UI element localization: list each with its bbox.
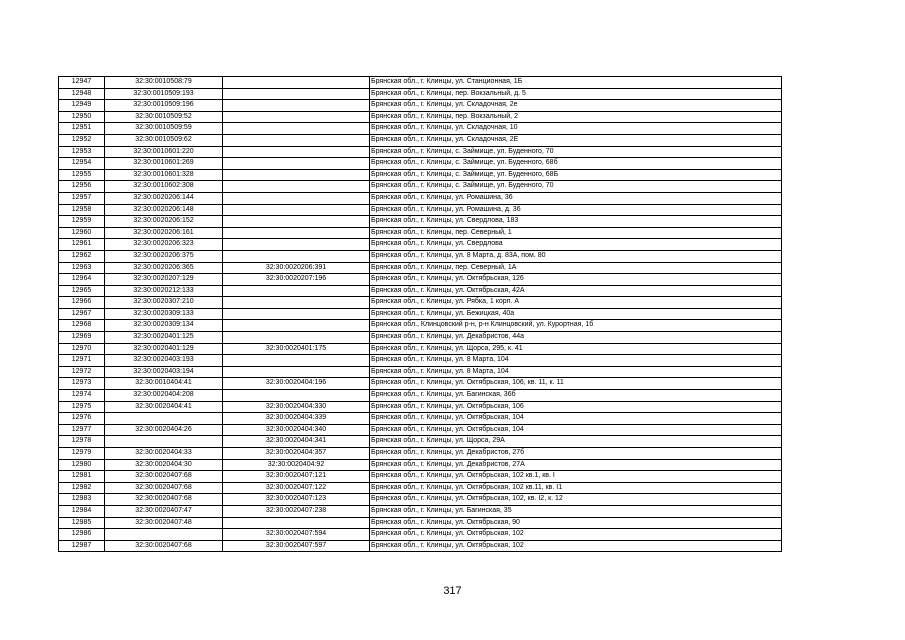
table-row <box>59 320 782 332</box>
record-number-cell: 12984 <box>59 505 105 517</box>
address-cell: Брянская обл., г. Клинцы, ул. Октябрьская, 102, кв. I2, к. 12 <box>370 494 782 506</box>
address-cell: Брянская обл., г. Клинцы, ул. Октябрьская, 42А <box>370 285 782 297</box>
linked-cadastral-number-cell <box>223 169 370 181</box>
address-cell: Брянская обл., г. Клинцы, ул. Октябрьская, 102 <box>370 540 782 552</box>
table-row <box>59 505 782 517</box>
linked-cadastral-number-cell <box>223 320 370 332</box>
cadastral-number-cell: 32:30:0020403:194 <box>105 366 223 378</box>
record-number-cell: 12975 <box>59 401 105 413</box>
record-number-cell: 12965 <box>59 285 105 297</box>
address-cell: Брянская обл., г. Клинцы, ул. Октябрьская, 90 <box>370 517 782 529</box>
linked-cadastral-number-cell: 32:30:0020407:121 <box>223 471 370 483</box>
address-cell: Брянская обл., г. Клинцы, ул. Декабристов, 27А <box>370 459 782 471</box>
linked-cadastral-number-cell: 32:30:0020407:238 <box>223 505 370 517</box>
address-cell: Брянская обл., г. Клинцы, ул. Станционная, 1Б <box>370 77 782 89</box>
cadastral-number-cell: 32:30:0020401:129 <box>105 343 223 355</box>
record-number-cell: 12961 <box>59 239 105 251</box>
table-row <box>59 494 782 506</box>
linked-cadastral-number-cell: 32:30:0020404:340 <box>223 424 370 436</box>
record-number-cell: 12951 <box>59 123 105 135</box>
table-row <box>59 239 782 251</box>
linked-cadastral-number-cell <box>223 111 370 123</box>
address-cell: Брянская обл., г. Клинцы, ул. Щорса, 295, к. 41 <box>370 343 782 355</box>
address-cell: Брянская обл., г. Клинцы, ул. Октябрьская, 106 <box>370 401 782 413</box>
linked-cadastral-number-cell: 32:30:0020404:92 <box>223 459 370 471</box>
linked-cadastral-number-cell <box>223 100 370 112</box>
table-row <box>59 146 782 158</box>
linked-cadastral-number-cell <box>223 285 370 297</box>
record-number-cell: 12977 <box>59 424 105 436</box>
table-row <box>59 482 782 494</box>
record-number-cell: 12987 <box>59 540 105 552</box>
address-cell: Брянская обл., г. Клинцы, ул. Складочная, 10 <box>370 123 782 135</box>
record-number-cell: 12971 <box>59 355 105 367</box>
address-cell: Брянская обл., г. Клинцы, ул. Декабристов, 27б <box>370 448 782 460</box>
cadastral-number-cell: 32:30:0020206:365 <box>105 262 223 274</box>
table-row <box>59 134 782 146</box>
cadastral-number-cell: 32:30:0020404:208 <box>105 390 223 402</box>
cadastral-number-cell: 32:30:0020407:47 <box>105 505 223 517</box>
table-row <box>59 471 782 483</box>
cadastral-number-cell: 32:30:0020407:68 <box>105 540 223 552</box>
linked-cadastral-number-cell <box>223 146 370 158</box>
linked-cadastral-number-cell: 32:30:0020407:123 <box>223 494 370 506</box>
address-cell: Брянская обл., г. Клинцы, ул. Багинская, 36б <box>370 390 782 402</box>
address-cell: Брянская обл., г. Клинцы, ул. Складочная, 2Е <box>370 134 782 146</box>
cadastral-number-cell: 32:30:0010508:79 <box>105 77 223 89</box>
table-row <box>59 123 782 135</box>
cadastral-number-cell: 32:30:0020404:26 <box>105 424 223 436</box>
linked-cadastral-number-cell: 32:30:0020401:175 <box>223 343 370 355</box>
cadastral-number-cell: 32:30:0020206:152 <box>105 216 223 228</box>
address-cell: Брянская обл., г. Клинцы, ул. Свердлова, 183 <box>370 216 782 228</box>
record-number-cell: 12956 <box>59 181 105 193</box>
table-row <box>59 459 782 471</box>
cadastral-number-cell: 32:30:0020307:210 <box>105 297 223 309</box>
record-number-cell: 12985 <box>59 517 105 529</box>
address-cell: Брянская обл., г. Клинцы, ул. 8 Марта, 104 <box>370 366 782 378</box>
cadastral-number-cell: 32:30:0010509:59 <box>105 123 223 135</box>
linked-cadastral-number-cell <box>223 123 370 135</box>
address-cell: Брянская обл., г. Клинцы, ул. Бежицкая, 40а <box>370 308 782 320</box>
record-number-cell: 12963 <box>59 262 105 274</box>
table-row <box>59 517 782 529</box>
record-number-cell: 12986 <box>59 529 105 541</box>
address-cell: Брянская обл., г. Клинцы, с. Займище, ул. Буденного, 68Б <box>370 169 782 181</box>
cadastral-number-cell: 32:30:0010509:196 <box>105 100 223 112</box>
address-cell: Брянская обл., г. Клинцы, ул. Октябрьская, 126 <box>370 274 782 286</box>
address-cell: Брянская обл., г. Клинцы, с. Займище, ул. Буденного, 70 <box>370 181 782 193</box>
table-row <box>59 366 782 378</box>
linked-cadastral-number-cell <box>223 239 370 251</box>
cadastral-number-cell: 32:30:0020407:48 <box>105 517 223 529</box>
cadastral-number-cell: 32:30:0020407:68 <box>105 471 223 483</box>
table-row <box>59 227 782 239</box>
address-cell: Брянская обл., г. Клинцы, ул. Октябрьская, 102 <box>370 529 782 541</box>
table-row <box>59 111 782 123</box>
cadastral-number-cell: 32:30:0020207:129 <box>105 274 223 286</box>
cadastral-number-cell: 32:30:0020206:375 <box>105 250 223 262</box>
address-cell: Брянская обл., г. Клинцы, ул. Октябрьская, 104 <box>370 424 782 436</box>
record-number-cell: 12979 <box>59 448 105 460</box>
linked-cadastral-number-cell <box>223 366 370 378</box>
table-row <box>59 413 782 425</box>
record-number-cell: 12953 <box>59 146 105 158</box>
table-row <box>59 192 782 204</box>
record-number-cell: 12972 <box>59 366 105 378</box>
address-cell: Брянская обл., г. Клинцы, ул. Октябрьская, 102 кв.11, кв. I1 <box>370 482 782 494</box>
address-cell: Брянская обл., г. Клинцы, ул. Октябрьская, 106, кв. 11, к. 11 <box>370 378 782 390</box>
address-cell: Брянская обл., г. Клинцы, ул. Октябрьская, 104 <box>370 413 782 425</box>
table-row <box>59 158 782 170</box>
record-number-cell: 12955 <box>59 169 105 181</box>
linked-cadastral-number-cell <box>223 204 370 216</box>
table-row <box>59 88 782 100</box>
cadastral-number-cell <box>105 436 223 448</box>
record-number-cell: 12973 <box>59 378 105 390</box>
address-cell: Брянская обл., г. Клинцы, с. Займище, ул. Буденного, 70 <box>370 146 782 158</box>
address-cell: Брянская обл., г. Клинцы, ул. Рябка, 1 корп. А <box>370 297 782 309</box>
table-row <box>59 204 782 216</box>
cadastral-number-cell: 32:30:0020401:125 <box>105 332 223 344</box>
address-cell: Брянская обл., г. Клинцы, с. Займище, ул. Буденного, 68б <box>370 158 782 170</box>
cadastral-number-cell: 32:30:0020206:144 <box>105 192 223 204</box>
linked-cadastral-number-cell: 32:30:0020404:341 <box>223 436 370 448</box>
linked-cadastral-number-cell <box>223 181 370 193</box>
cadastral-number-cell: 32:30:0010601:220 <box>105 146 223 158</box>
linked-cadastral-number-cell <box>223 192 370 204</box>
record-number-cell: 12949 <box>59 100 105 112</box>
linked-cadastral-number-cell <box>223 250 370 262</box>
cadastral-number-cell: 32:30:0010509:193 <box>105 88 223 100</box>
table-row <box>59 378 782 390</box>
record-number-cell: 12980 <box>59 459 105 471</box>
record-number-cell: 12968 <box>59 320 105 332</box>
cadastral-number-cell: 32:30:0010404:41 <box>105 378 223 390</box>
linked-cadastral-number-cell <box>223 88 370 100</box>
table-row <box>59 390 782 402</box>
linked-cadastral-number-cell <box>223 332 370 344</box>
record-number-cell: 12959 <box>59 216 105 228</box>
linked-cadastral-number-cell <box>223 355 370 367</box>
table-row <box>59 285 782 297</box>
record-number-cell: 12974 <box>59 390 105 402</box>
address-cell: Брянская обл., г. Клинцы, ул. Складочная, 2е <box>370 100 782 112</box>
address-cell: Брянская обл., Клинцовский р-н, р-н Клинцовский, ул. Курортная, 1б <box>370 320 782 332</box>
table-row <box>59 308 782 320</box>
table-row <box>59 424 782 436</box>
record-number-cell: 12954 <box>59 158 105 170</box>
cadastral-number-cell <box>105 413 223 425</box>
table-row <box>59 448 782 460</box>
cadastral-number-cell: 32:30:0020206:161 <box>105 227 223 239</box>
address-cell: Брянская обл., г. Клинцы, пер. Вокзальный, д. 5 <box>370 88 782 100</box>
record-number-cell: 12983 <box>59 494 105 506</box>
linked-cadastral-number-cell <box>223 77 370 89</box>
record-number-cell: 12950 <box>59 111 105 123</box>
cadastral-number-cell: 32:30:0010602:308 <box>105 181 223 193</box>
linked-cadastral-number-cell <box>223 227 370 239</box>
table-row <box>59 540 782 552</box>
linked-cadastral-number-cell <box>223 297 370 309</box>
address-cell: Брянская обл., г. Клинцы, ул. Ромашина, д. 36 <box>370 204 782 216</box>
table-row <box>59 274 782 286</box>
record-number-cell: 12947 <box>59 77 105 89</box>
record-number-cell: 12969 <box>59 332 105 344</box>
cadastral-number-cell: 32:30:0010509:62 <box>105 134 223 146</box>
table-row <box>59 262 782 274</box>
record-number-cell: 12976 <box>59 413 105 425</box>
linked-cadastral-number-cell: 32:30:0020404:196 <box>223 378 370 390</box>
registry-table-body <box>59 77 782 552</box>
cadastral-number-cell: 32:30:0020404:33 <box>105 448 223 460</box>
cadastral-number-cell: 32:30:0020309:134 <box>105 320 223 332</box>
table-row <box>59 529 782 541</box>
address-cell: Брянская обл., г. Клинцы, ул. Декабристов, 44а <box>370 332 782 344</box>
linked-cadastral-number-cell: 32:30:0020207:196 <box>223 274 370 286</box>
cadastral-number-cell: 32:30:0010601:328 <box>105 169 223 181</box>
table-row <box>59 100 782 112</box>
cadastral-number-cell: 32:30:0010509:52 <box>105 111 223 123</box>
page-number: 317 <box>443 585 462 597</box>
table-row <box>59 250 782 262</box>
linked-cadastral-number-cell: 32:30:0020404:330 <box>223 401 370 413</box>
table-row <box>59 297 782 309</box>
record-number-cell: 12970 <box>59 343 105 355</box>
table-row <box>59 181 782 193</box>
linked-cadastral-number-cell: 32:30:0020404:357 <box>223 448 370 460</box>
cadastral-number-cell: 32:30:0020407:68 <box>105 494 223 506</box>
record-number-cell: 12982 <box>59 482 105 494</box>
address-cell: Брянская обл., г. Клинцы, ул. 8 Марта, д. 83А, пом. 80 <box>370 250 782 262</box>
linked-cadastral-number-cell <box>223 308 370 320</box>
table-row <box>59 355 782 367</box>
address-cell: Брянская обл., г. Клинцы, ул. Октябрьская, 102 кв.1, кв. I <box>370 471 782 483</box>
record-number-cell: 12981 <box>59 471 105 483</box>
linked-cadastral-number-cell <box>223 517 370 529</box>
cadastral-number-cell: 32:30:0020206:148 <box>105 204 223 216</box>
linked-cadastral-number-cell: 32:30:0020404:339 <box>223 413 370 425</box>
linked-cadastral-number-cell: 32:30:0020407:122 <box>223 482 370 494</box>
linked-cadastral-number-cell <box>223 390 370 402</box>
address-cell: Брянская обл., г. Клинцы, ул. 8 Марта, 104 <box>370 355 782 367</box>
table-row <box>59 436 782 448</box>
cadastral-number-cell: 32:30:0020403:193 <box>105 355 223 367</box>
linked-cadastral-number-cell <box>223 216 370 228</box>
record-number-cell: 12958 <box>59 204 105 216</box>
cadastral-number-cell: 32:30:0020407:68 <box>105 482 223 494</box>
record-number-cell: 12960 <box>59 227 105 239</box>
address-cell: Брянская обл., г. Клинцы, ул. Щорса, 29А <box>370 436 782 448</box>
cadastral-number-cell: 32:30:0020206:323 <box>105 239 223 251</box>
address-cell: Брянская обл., г. Клинцы, пер. Северный, 1 <box>370 227 782 239</box>
record-number-cell: 12962 <box>59 250 105 262</box>
linked-cadastral-number-cell: 32:30:0020407:597 <box>223 540 370 552</box>
table-row <box>59 401 782 413</box>
record-number-cell: 12964 <box>59 274 105 286</box>
address-cell: Брянская обл., г. Клинцы, пер. Вокзальный, 2 <box>370 111 782 123</box>
cadastral-number-cell: 32:30:0020404:30 <box>105 459 223 471</box>
cadastral-number-cell: 32:30:0020404:41 <box>105 401 223 413</box>
record-number-cell: 12966 <box>59 297 105 309</box>
record-number-cell: 12952 <box>59 134 105 146</box>
record-number-cell: 12948 <box>59 88 105 100</box>
record-number-cell: 12957 <box>59 192 105 204</box>
address-cell: Брянская обл., г. Клинцы, ул. Свердлова <box>370 239 782 251</box>
table-row <box>59 343 782 355</box>
linked-cadastral-number-cell <box>223 158 370 170</box>
record-number-cell: 12967 <box>59 308 105 320</box>
record-number-cell: 12978 <box>59 436 105 448</box>
address-cell: Брянская обл., г. Клинцы, ул. Багинская, 35 <box>370 505 782 517</box>
linked-cadastral-number-cell: 32:30:0020206:391 <box>223 262 370 274</box>
table-row <box>59 77 782 89</box>
linked-cadastral-number-cell <box>223 134 370 146</box>
cadastral-number-cell: 32:30:0020309:133 <box>105 308 223 320</box>
cadastral-number-cell: 32:30:0010601:269 <box>105 158 223 170</box>
cadastral-number-cell: 32:30:0020212:133 <box>105 285 223 297</box>
table-row <box>59 216 782 228</box>
table-row <box>59 169 782 181</box>
linked-cadastral-number-cell: 32:30:0020407:594 <box>223 529 370 541</box>
table-row <box>59 332 782 344</box>
cadastral-number-cell <box>105 529 223 541</box>
address-cell: Брянская обл., г. Клинцы, ул. Ромашина, 36 <box>370 192 782 204</box>
property-registry-table <box>58 76 782 552</box>
address-cell: Брянская обл., г. Клинцы, пер. Северный, 1А <box>370 262 782 274</box>
